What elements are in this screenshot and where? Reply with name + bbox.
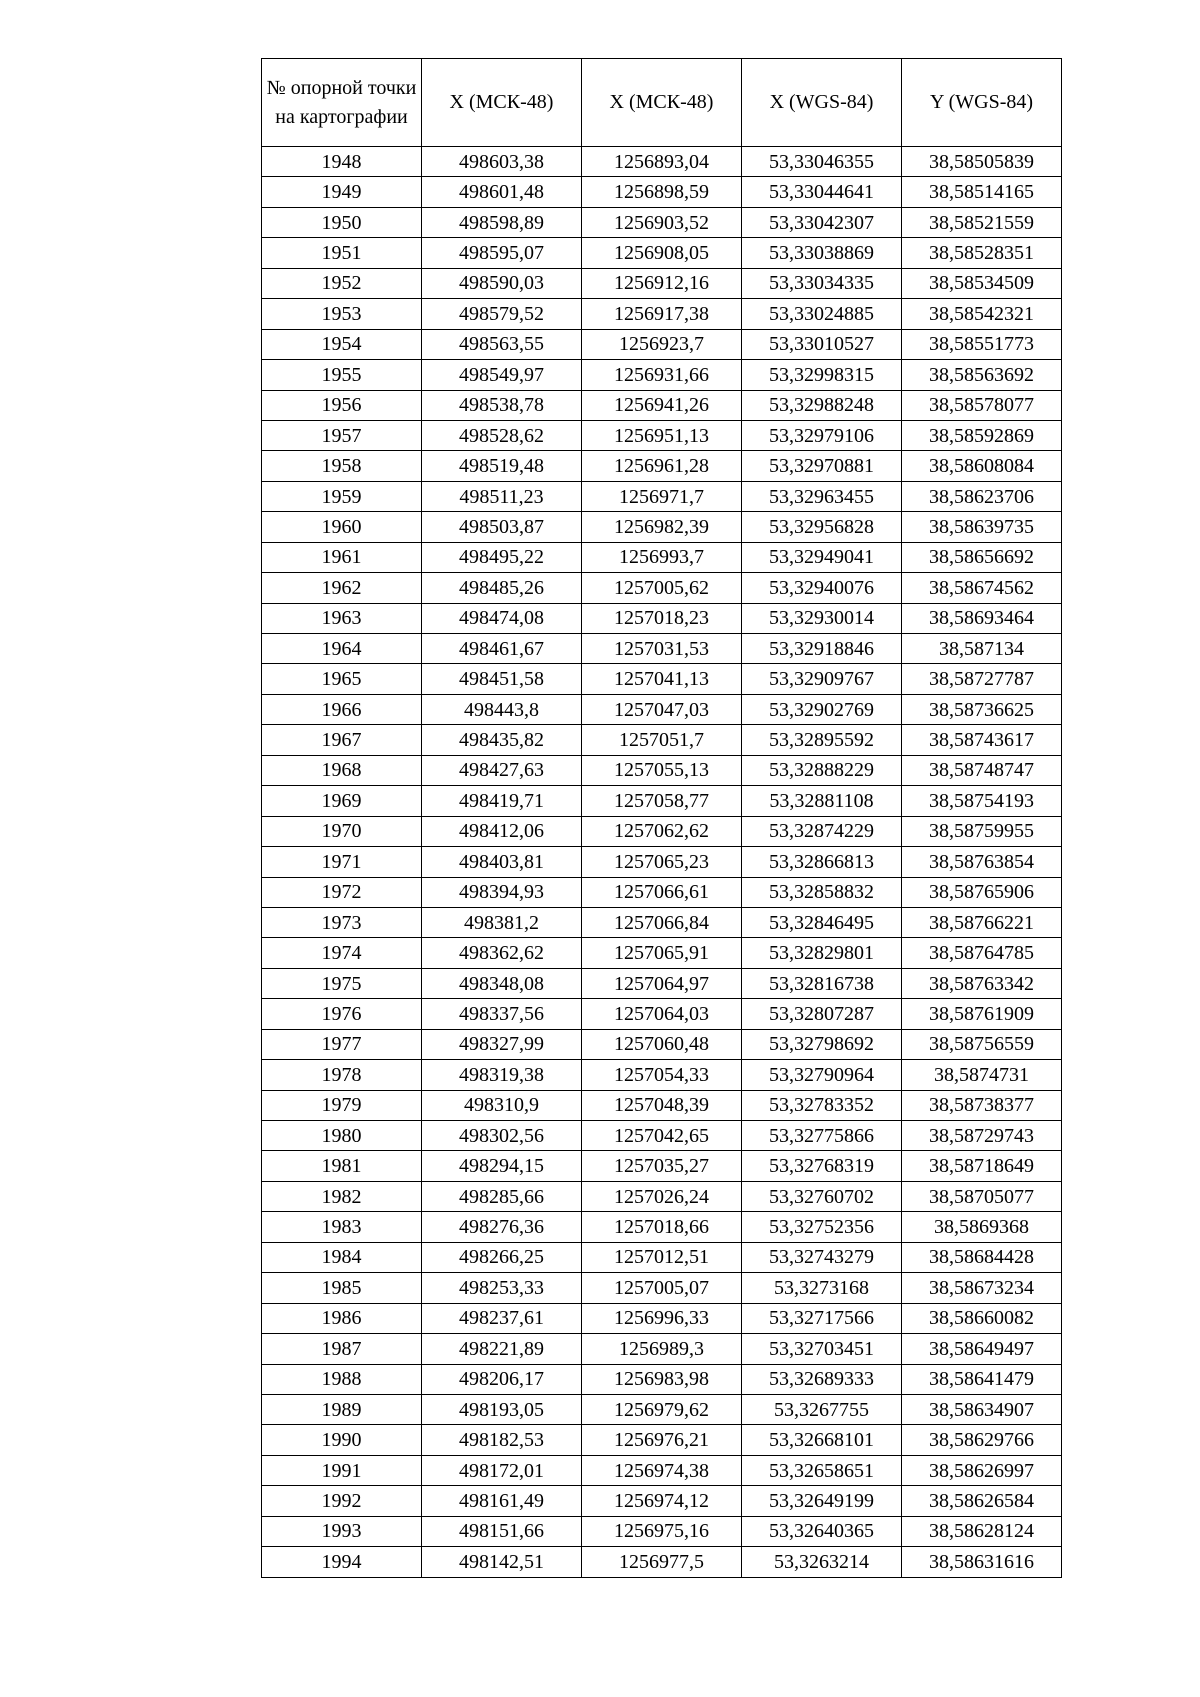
cell-y-wgs84: 38,58626997 — [902, 1455, 1062, 1485]
cell-point-number: 1984 — [262, 1242, 422, 1272]
cell-x-msk48-second: 1256971,7 — [582, 481, 742, 511]
cell-x-wgs84: 53,32956828 — [742, 512, 902, 542]
table-row — [262, 238, 1062, 268]
cell-y-wgs84: 38,58505839 — [902, 147, 1062, 177]
cell-x-msk48-second: 1257058,77 — [582, 786, 742, 816]
cell-x-msk48-second: 1257066,61 — [582, 877, 742, 907]
table-row — [262, 1151, 1062, 1181]
cell-point-number: 1959 — [262, 481, 422, 511]
cell-x-msk48: 498362,62 — [422, 938, 582, 968]
cell-x-msk48-second: 1256993,7 — [582, 542, 742, 572]
cell-y-wgs84: 38,58705077 — [902, 1181, 1062, 1211]
table-row — [262, 1029, 1062, 1059]
cell-x-wgs84: 53,32649199 — [742, 1486, 902, 1516]
cell-x-wgs84: 53,33038869 — [742, 238, 902, 268]
cell-point-number: 1973 — [262, 907, 422, 937]
cell-y-wgs84: 38,58761909 — [902, 999, 1062, 1029]
cell-x-msk48: 498394,93 — [422, 877, 582, 907]
header-point-number: № опорной точки на картографии — [262, 59, 422, 147]
cell-point-number: 1952 — [262, 268, 422, 298]
cell-x-msk48-second: 1256961,28 — [582, 451, 742, 481]
table-row — [262, 542, 1062, 572]
cell-y-wgs84: 38,58592869 — [902, 420, 1062, 450]
table-header — [262, 59, 1062, 147]
cell-x-msk48-second: 1257035,27 — [582, 1151, 742, 1181]
table-row — [262, 147, 1062, 177]
table-row — [262, 329, 1062, 359]
cell-y-wgs84: 38,5874731 — [902, 1060, 1062, 1090]
cell-x-msk48: 498461,67 — [422, 634, 582, 664]
cell-point-number: 1948 — [262, 147, 422, 177]
cell-point-number: 1975 — [262, 968, 422, 998]
cell-x-wgs84: 53,32902769 — [742, 694, 902, 724]
cell-y-wgs84: 38,58514165 — [902, 177, 1062, 207]
table-row — [262, 1212, 1062, 1242]
cell-x-msk48-second: 1256893,04 — [582, 147, 742, 177]
cell-x-msk48: 498337,56 — [422, 999, 582, 1029]
cell-x-wgs84: 53,32930014 — [742, 603, 902, 633]
cell-x-msk48: 498511,23 — [422, 481, 582, 511]
cell-x-msk48-second: 1256951,13 — [582, 420, 742, 450]
table-row — [262, 268, 1062, 298]
cell-x-wgs84: 53,32768319 — [742, 1151, 902, 1181]
cell-x-msk48: 498563,55 — [422, 329, 582, 359]
cell-y-wgs84: 38,58673234 — [902, 1273, 1062, 1303]
cell-x-msk48: 498142,51 — [422, 1547, 582, 1577]
cell-x-wgs84: 53,32658651 — [742, 1455, 902, 1485]
table-row — [262, 420, 1062, 450]
cell-x-wgs84: 53,3267755 — [742, 1394, 902, 1424]
cell-y-wgs84: 38,58608084 — [902, 451, 1062, 481]
cell-x-msk48-second: 1256912,16 — [582, 268, 742, 298]
cell-x-wgs84: 53,32988248 — [742, 390, 902, 420]
table-row — [262, 755, 1062, 785]
cell-point-number: 1972 — [262, 877, 422, 907]
cell-x-msk48: 498603,38 — [422, 147, 582, 177]
cell-y-wgs84: 38,58759955 — [902, 816, 1062, 846]
table-row — [262, 968, 1062, 998]
cell-y-wgs84: 38,58684428 — [902, 1242, 1062, 1272]
cell-x-wgs84: 53,32881108 — [742, 786, 902, 816]
table-row — [262, 907, 1062, 937]
cell-point-number: 1979 — [262, 1090, 422, 1120]
cell-y-wgs84: 38,58563692 — [902, 360, 1062, 390]
cell-x-msk48: 498427,63 — [422, 755, 582, 785]
table-body — [262, 147, 1062, 1578]
cell-y-wgs84: 38,58718649 — [902, 1151, 1062, 1181]
cell-x-msk48: 498590,03 — [422, 268, 582, 298]
cell-point-number: 1963 — [262, 603, 422, 633]
cell-y-wgs84: 38,58626584 — [902, 1486, 1062, 1516]
cell-point-number: 1949 — [262, 177, 422, 207]
cell-x-msk48-second: 1257060,48 — [582, 1029, 742, 1059]
cell-x-wgs84: 53,33042307 — [742, 207, 902, 237]
cell-x-wgs84: 53,32829801 — [742, 938, 902, 968]
cell-x-msk48-second: 1256996,33 — [582, 1303, 742, 1333]
cell-y-wgs84: 38,58727787 — [902, 664, 1062, 694]
header-row — [262, 59, 1062, 147]
cell-x-wgs84: 53,32640365 — [742, 1516, 902, 1546]
cell-x-msk48-second: 1257051,7 — [582, 725, 742, 755]
cell-x-msk48-second: 1256982,39 — [582, 512, 742, 542]
cell-y-wgs84: 38,58748747 — [902, 755, 1062, 785]
cell-x-msk48: 498327,99 — [422, 1029, 582, 1059]
table-row — [262, 999, 1062, 1029]
cell-x-msk48-second: 1257018,66 — [582, 1212, 742, 1242]
table-row — [262, 786, 1062, 816]
cell-x-msk48: 498237,61 — [422, 1303, 582, 1333]
cell-y-wgs84: 38,58551773 — [902, 329, 1062, 359]
table-row — [262, 1273, 1062, 1303]
cell-y-wgs84: 38,58756559 — [902, 1029, 1062, 1059]
cell-point-number: 1971 — [262, 847, 422, 877]
table-row — [262, 1455, 1062, 1485]
cell-x-msk48: 498285,66 — [422, 1181, 582, 1211]
table-row — [262, 1547, 1062, 1577]
cell-x-msk48-second: 1256941,26 — [582, 390, 742, 420]
cell-point-number: 1953 — [262, 299, 422, 329]
cell-x-msk48-second: 1257012,51 — [582, 1242, 742, 1272]
cell-x-msk48: 498443,8 — [422, 694, 582, 724]
cell-x-msk48: 498348,08 — [422, 968, 582, 998]
cell-x-msk48: 498519,48 — [422, 451, 582, 481]
cell-x-msk48-second: 1257005,07 — [582, 1273, 742, 1303]
cell-x-msk48: 498598,89 — [422, 207, 582, 237]
table-row — [262, 603, 1062, 633]
cell-x-msk48-second: 1256917,38 — [582, 299, 742, 329]
cell-x-wgs84: 53,33010527 — [742, 329, 902, 359]
cell-x-msk48-second: 1257048,39 — [582, 1090, 742, 1120]
table-row — [262, 694, 1062, 724]
cell-x-msk48-second: 1256977,5 — [582, 1547, 742, 1577]
cell-point-number: 1990 — [262, 1425, 422, 1455]
cell-x-msk48-second: 1256989,3 — [582, 1334, 742, 1364]
cell-x-msk48-second: 1256974,38 — [582, 1455, 742, 1485]
cell-point-number: 1969 — [262, 786, 422, 816]
cell-x-wgs84: 53,32858832 — [742, 877, 902, 907]
cell-y-wgs84: 38,58754193 — [902, 786, 1062, 816]
cell-x-msk48: 498503,87 — [422, 512, 582, 542]
table-row — [262, 1486, 1062, 1516]
cell-x-wgs84: 53,32949041 — [742, 542, 902, 572]
cell-x-msk48-second: 1257026,24 — [582, 1181, 742, 1211]
cell-point-number: 1989 — [262, 1394, 422, 1424]
cell-x-msk48: 498538,78 — [422, 390, 582, 420]
cell-y-wgs84: 38,58641479 — [902, 1364, 1062, 1394]
cell-y-wgs84: 38,58763854 — [902, 847, 1062, 877]
cell-x-msk48: 498579,52 — [422, 299, 582, 329]
coordinates-table — [261, 58, 1062, 1578]
cell-point-number: 1974 — [262, 938, 422, 968]
table-row — [262, 664, 1062, 694]
cell-x-msk48-second: 1257047,03 — [582, 694, 742, 724]
cell-y-wgs84: 38,58639735 — [902, 512, 1062, 542]
cell-y-wgs84: 38,58656692 — [902, 542, 1062, 572]
table-row — [262, 1334, 1062, 1364]
table-row — [262, 1090, 1062, 1120]
table-row — [262, 1516, 1062, 1546]
cell-x-msk48-second: 1257018,23 — [582, 603, 742, 633]
cell-point-number: 1980 — [262, 1121, 422, 1151]
cell-x-wgs84: 53,32743279 — [742, 1242, 902, 1272]
cell-x-wgs84: 53,32775866 — [742, 1121, 902, 1151]
cell-x-wgs84: 53,32866813 — [742, 847, 902, 877]
cell-x-wgs84: 53,33046355 — [742, 147, 902, 177]
cell-point-number: 1991 — [262, 1455, 422, 1485]
cell-x-msk48: 498451,58 — [422, 664, 582, 694]
cell-point-number: 1956 — [262, 390, 422, 420]
table-row — [262, 634, 1062, 664]
cell-x-msk48: 498403,81 — [422, 847, 582, 877]
table-row — [262, 512, 1062, 542]
cell-x-msk48-second: 1257031,53 — [582, 634, 742, 664]
cell-x-msk48-second: 1257055,13 — [582, 755, 742, 785]
cell-x-msk48-second: 1256976,21 — [582, 1425, 742, 1455]
cell-y-wgs84: 38,58766221 — [902, 907, 1062, 937]
cell-point-number: 1961 — [262, 542, 422, 572]
table-row — [262, 816, 1062, 846]
cell-point-number: 1955 — [262, 360, 422, 390]
cell-y-wgs84: 38,58729743 — [902, 1121, 1062, 1151]
cell-x-wgs84: 53,32760702 — [742, 1181, 902, 1211]
table-row — [262, 1242, 1062, 1272]
cell-y-wgs84: 38,58674562 — [902, 573, 1062, 603]
cell-y-wgs84: 38,58764785 — [902, 938, 1062, 968]
cell-point-number: 1987 — [262, 1334, 422, 1364]
cell-point-number: 1977 — [262, 1029, 422, 1059]
table-row — [262, 1181, 1062, 1211]
table-row — [262, 1364, 1062, 1394]
cell-point-number: 1950 — [262, 207, 422, 237]
cell-y-wgs84: 38,587134 — [902, 634, 1062, 664]
cell-x-msk48: 498253,33 — [422, 1273, 582, 1303]
cell-y-wgs84: 38,58628124 — [902, 1516, 1062, 1546]
cell-point-number: 1994 — [262, 1547, 422, 1577]
cell-y-wgs84: 38,58521559 — [902, 207, 1062, 237]
table-row — [262, 938, 1062, 968]
cell-point-number: 1958 — [262, 451, 422, 481]
cell-point-number: 1967 — [262, 725, 422, 755]
cell-point-number: 1986 — [262, 1303, 422, 1333]
cell-y-wgs84: 38,58743617 — [902, 725, 1062, 755]
cell-x-wgs84: 53,32940076 — [742, 573, 902, 603]
cell-x-msk48-second: 1256931,66 — [582, 360, 742, 390]
cell-x-msk48-second: 1256923,7 — [582, 329, 742, 359]
cell-x-msk48-second: 1256983,98 — [582, 1364, 742, 1394]
cell-x-msk48: 498412,06 — [422, 816, 582, 846]
cell-point-number: 1981 — [262, 1151, 422, 1181]
cell-x-wgs84: 53,32970881 — [742, 451, 902, 481]
cell-x-msk48: 498302,56 — [422, 1121, 582, 1151]
cell-y-wgs84: 38,58542321 — [902, 299, 1062, 329]
cell-point-number: 1992 — [262, 1486, 422, 1516]
cell-x-msk48-second: 1256974,12 — [582, 1486, 742, 1516]
cell-x-msk48: 498151,66 — [422, 1516, 582, 1546]
cell-x-msk48: 498435,82 — [422, 725, 582, 755]
table-row — [262, 481, 1062, 511]
cell-x-wgs84: 53,32668101 — [742, 1425, 902, 1455]
cell-point-number: 1982 — [262, 1181, 422, 1211]
cell-x-msk48: 498595,07 — [422, 238, 582, 268]
header-x-wgs84: X (WGS-84) — [742, 59, 902, 147]
cell-x-msk48: 498319,38 — [422, 1060, 582, 1090]
cell-x-msk48: 498601,48 — [422, 177, 582, 207]
cell-y-wgs84: 38,58534509 — [902, 268, 1062, 298]
cell-point-number: 1983 — [262, 1212, 422, 1242]
cell-x-msk48: 498294,15 — [422, 1151, 582, 1181]
cell-x-wgs84: 53,3273168 — [742, 1273, 902, 1303]
cell-point-number: 1966 — [262, 694, 422, 724]
cell-x-msk48: 498528,62 — [422, 420, 582, 450]
table-row — [262, 877, 1062, 907]
cell-x-msk48: 498221,89 — [422, 1334, 582, 1364]
cell-x-wgs84: 53,32874229 — [742, 816, 902, 846]
cell-x-msk48: 498193,05 — [422, 1394, 582, 1424]
cell-x-wgs84: 53,33034335 — [742, 268, 902, 298]
cell-y-wgs84: 38,58649497 — [902, 1334, 1062, 1364]
table-row — [262, 573, 1062, 603]
table-row — [262, 451, 1062, 481]
cell-x-msk48: 498549,97 — [422, 360, 582, 390]
cell-x-msk48-second: 1257041,13 — [582, 664, 742, 694]
cell-x-wgs84: 53,3263214 — [742, 1547, 902, 1577]
cell-point-number: 1976 — [262, 999, 422, 1029]
cell-point-number: 1957 — [262, 420, 422, 450]
cell-x-msk48-second: 1256979,62 — [582, 1394, 742, 1424]
cell-x-msk48-second: 1257065,91 — [582, 938, 742, 968]
cell-y-wgs84: 38,5869368 — [902, 1212, 1062, 1242]
cell-x-msk48-second: 1257065,23 — [582, 847, 742, 877]
table-row — [262, 360, 1062, 390]
cell-x-msk48: 498310,9 — [422, 1090, 582, 1120]
cell-x-msk48: 498266,25 — [422, 1242, 582, 1272]
cell-point-number: 1985 — [262, 1273, 422, 1303]
table-row — [262, 847, 1062, 877]
cell-x-wgs84: 53,32783352 — [742, 1090, 902, 1120]
cell-y-wgs84: 38,58623706 — [902, 481, 1062, 511]
cell-x-msk48: 498495,22 — [422, 542, 582, 572]
cell-y-wgs84: 38,58693464 — [902, 603, 1062, 633]
table-row — [262, 1394, 1062, 1424]
cell-y-wgs84: 38,58736625 — [902, 694, 1062, 724]
cell-x-wgs84: 53,32979106 — [742, 420, 902, 450]
cell-x-wgs84: 53,33024885 — [742, 299, 902, 329]
table-row — [262, 390, 1062, 420]
table-row — [262, 1121, 1062, 1151]
cell-point-number: 1960 — [262, 512, 422, 542]
cell-x-msk48-second: 1256898,59 — [582, 177, 742, 207]
cell-x-msk48: 498419,71 — [422, 786, 582, 816]
cell-point-number: 1993 — [262, 1516, 422, 1546]
cell-y-wgs84: 38,58765906 — [902, 877, 1062, 907]
table-row — [262, 207, 1062, 237]
cell-x-wgs84: 53,32888229 — [742, 755, 902, 785]
cell-x-wgs84: 53,32807287 — [742, 999, 902, 1029]
cell-y-wgs84: 38,58528351 — [902, 238, 1062, 268]
cell-y-wgs84: 38,58660082 — [902, 1303, 1062, 1333]
cell-x-wgs84: 53,32816738 — [742, 968, 902, 998]
cell-x-wgs84: 53,32689333 — [742, 1364, 902, 1394]
cell-x-msk48-second: 1257005,62 — [582, 573, 742, 603]
cell-x-msk48-second: 1257054,33 — [582, 1060, 742, 1090]
cell-y-wgs84: 38,58631616 — [902, 1547, 1062, 1577]
cell-point-number: 1970 — [262, 816, 422, 846]
cell-y-wgs84: 38,58763342 — [902, 968, 1062, 998]
cell-y-wgs84: 38,58578077 — [902, 390, 1062, 420]
table-row — [262, 725, 1062, 755]
header-x-msk48: X (МСК-48) — [422, 59, 582, 147]
cell-x-msk48-second: 1257042,65 — [582, 1121, 742, 1151]
table-row — [262, 1060, 1062, 1090]
cell-point-number: 1968 — [262, 755, 422, 785]
cell-x-msk48: 498182,53 — [422, 1425, 582, 1455]
cell-x-msk48: 498206,17 — [422, 1364, 582, 1394]
cell-point-number: 1965 — [262, 664, 422, 694]
header-x-msk48-second: X (МСК-48) — [582, 59, 742, 147]
cell-x-wgs84: 53,32998315 — [742, 360, 902, 390]
cell-x-msk48: 498172,01 — [422, 1455, 582, 1485]
table-row — [262, 1303, 1062, 1333]
cell-x-msk48: 498474,08 — [422, 603, 582, 633]
cell-x-msk48: 498276,36 — [422, 1212, 582, 1242]
table-row — [262, 177, 1062, 207]
cell-x-msk48-second: 1256908,05 — [582, 238, 742, 268]
cell-point-number: 1954 — [262, 329, 422, 359]
cell-x-msk48-second: 1256975,16 — [582, 1516, 742, 1546]
header-y-wgs84: Y (WGS-84) — [902, 59, 1062, 147]
cell-x-wgs84: 53,32752356 — [742, 1212, 902, 1242]
cell-x-msk48: 498381,2 — [422, 907, 582, 937]
cell-x-msk48: 498161,49 — [422, 1486, 582, 1516]
cell-x-msk48-second: 1256903,52 — [582, 207, 742, 237]
cell-x-msk48-second: 1257062,62 — [582, 816, 742, 846]
cell-point-number: 1964 — [262, 634, 422, 664]
cell-x-wgs84: 53,32717566 — [742, 1303, 902, 1333]
cell-x-wgs84: 53,32909767 — [742, 664, 902, 694]
table-row — [262, 299, 1062, 329]
cell-y-wgs84: 38,58629766 — [902, 1425, 1062, 1455]
cell-x-msk48-second: 1257066,84 — [582, 907, 742, 937]
cell-x-msk48-second: 1257064,97 — [582, 968, 742, 998]
cell-x-wgs84: 53,32895592 — [742, 725, 902, 755]
cell-x-wgs84: 53,32790964 — [742, 1060, 902, 1090]
cell-x-wgs84: 53,32963455 — [742, 481, 902, 511]
table-row — [262, 1425, 1062, 1455]
cell-x-wgs84: 53,32798692 — [742, 1029, 902, 1059]
cell-x-wgs84: 53,32846495 — [742, 907, 902, 937]
cell-y-wgs84: 38,58738377 — [902, 1090, 1062, 1120]
cell-point-number: 1962 — [262, 573, 422, 603]
cell-x-wgs84: 53,32918846 — [742, 634, 902, 664]
cell-y-wgs84: 38,58634907 — [902, 1394, 1062, 1424]
cell-point-number: 1951 — [262, 238, 422, 268]
cell-point-number: 1988 — [262, 1364, 422, 1394]
cell-point-number: 1978 — [262, 1060, 422, 1090]
cell-x-msk48-second: 1257064,03 — [582, 999, 742, 1029]
cell-x-msk48: 498485,26 — [422, 573, 582, 603]
cell-x-wgs84: 53,33044641 — [742, 177, 902, 207]
cell-x-wgs84: 53,32703451 — [742, 1334, 902, 1364]
